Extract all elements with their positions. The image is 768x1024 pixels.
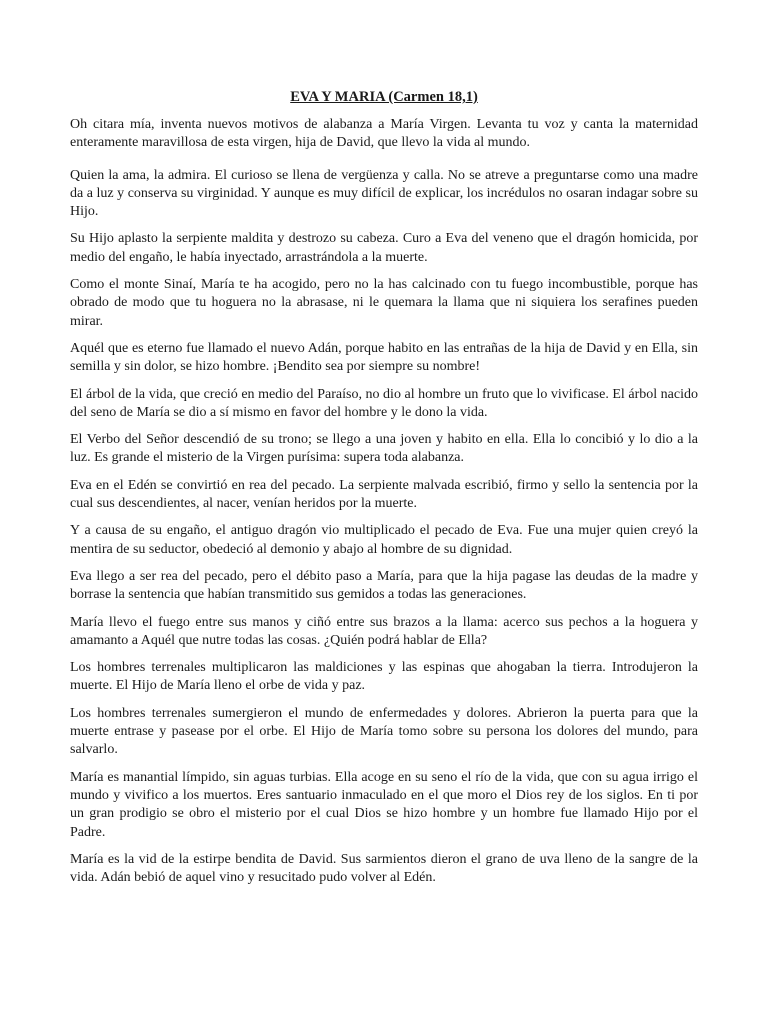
paragraph-5: Aquél que es eterno fue llamado el nuevo Adán, porque habito en las entrañas de la hija de David y en Ella, sin semilla y sin dolor, se hizo hombre. ¡Bendito sea por siempre su nombre!: [70, 340, 698, 375]
paragraph-3: Su Hijo aplasto la serpiente maldita y destrozo su cabeza. Curo a Eva del veneno que el dragón homicida, por medio del engaño, le había inyectado, arrastrándola a la muerte.: [70, 231, 698, 265]
paragraph-14: María es manantial límpido, sin aguas turbias. Ella acoge en su seno el río de la vida, que con su agua irrigo el mundo y vivifico a los muertos. Eres santuario inmaculado en el que moro el Dios rey de los siglos. En ti por un gran prodigio se obro el misterio por el cual Dios se hizo hombre y un hombre fue llamado Hijo por el Padre.: [70, 769, 698, 840]
paragraph-7: El Verbo del Señor descendió de su trono; se llego a una joven y habito en ella. Ella lo concibió y lo dio a la luz. Es grande el misterio de la Virgen purísima: supera toda alabanza.: [70, 432, 698, 466]
paragraph-13: Los hombres terrenales sumergieron el mundo de enfermedades y dolores. Abrieron la puerta para que la muerte entrase y pasease por el orbe. El Hijo de María tomo sobre su persona los dolores del mundo, para salvarlo.: [70, 705, 698, 758]
paragraph-8: Eva en el Edén se convirtió en rea del pecado. La serpiente malvada escribió, firmo y sello la sentencia por la cual sus descendientes, al nacer, venían heridos por la muerte.: [70, 477, 698, 512]
paragraph-4: Como el monte Sinaí, María te ha acogido, pero no la has calcinado con tu fuego incombustible, porque has obrado de modo que tu hoguera no la abrasase, ni le quemara la llama que ni siquiera los serafines pueden mirar.: [70, 277, 698, 329]
document-title: EVA Y MARIA (Carmen 18,1): [290, 89, 478, 105]
document-page: [70, 88, 698, 896]
paragraph-2: Quien la ama, la admira. El curioso se llena de vergüenza y calla. No se atreve a preguntarse como una madre da a luz y conserva su virginidad. Y aunque es muy difícil de explicar, los incrédulos no osaran indagar sobre su Hijo.: [70, 167, 698, 220]
paragraph-12: Los hombres terrenales multiplicaron las maldiciones y las espinas que ahogaban la tierra. Introdujeron la muerte. El Hijo de María lleno el orbe de vida y paz.: [70, 660, 698, 694]
paragraph-10: Eva llego a ser rea del pecado, pero el débito paso a María, para que la hija pagase las deudas de la madre y borrase la sentencia que habían transmitido sus gemidos a todas las generaciones.: [70, 568, 698, 603]
paragraph-11: María llevo el fuego entre sus manos y ciñó entre sus brazos a la llama: acerco sus pechos a la hoguera y amamanto a Aquél que nutre todas las cosas. ¿Quién podrá hablar de Ella?: [70, 614, 698, 648]
paragraph-15: María es la vid de la estirpe bendita de David. Sus sarmientos dieron el grano de uva lleno de la sangre de la vida. Adán bebió de aquel vino y resucitado pudo volver al Edén.: [70, 851, 698, 886]
paragraph-9: Y a causa de su engaño, el antiguo dragón vio multiplicado el pecado de Eva. Fue una mujer quien creyó la mentira de su seductor, obedeció al demonio y abajo al hombre de su dignidad.: [70, 523, 698, 557]
paragraph-6: El árbol de la vida, que creció en medio del Paraíso, no dio al hombre un fruto que lo vivificase. El árbol nacido del seno de María se dio a sí mismo en favor del hombre y le dono la vida.: [70, 386, 698, 420]
paragraph-1: Oh citara mía, inventa nuevos motivos de alabanza a María Virgen. Levanta tu voz y canta la maternidad enteramente maravillosa de esta virgen, hija de David, que llevo la vida al mundo.: [70, 117, 698, 151]
